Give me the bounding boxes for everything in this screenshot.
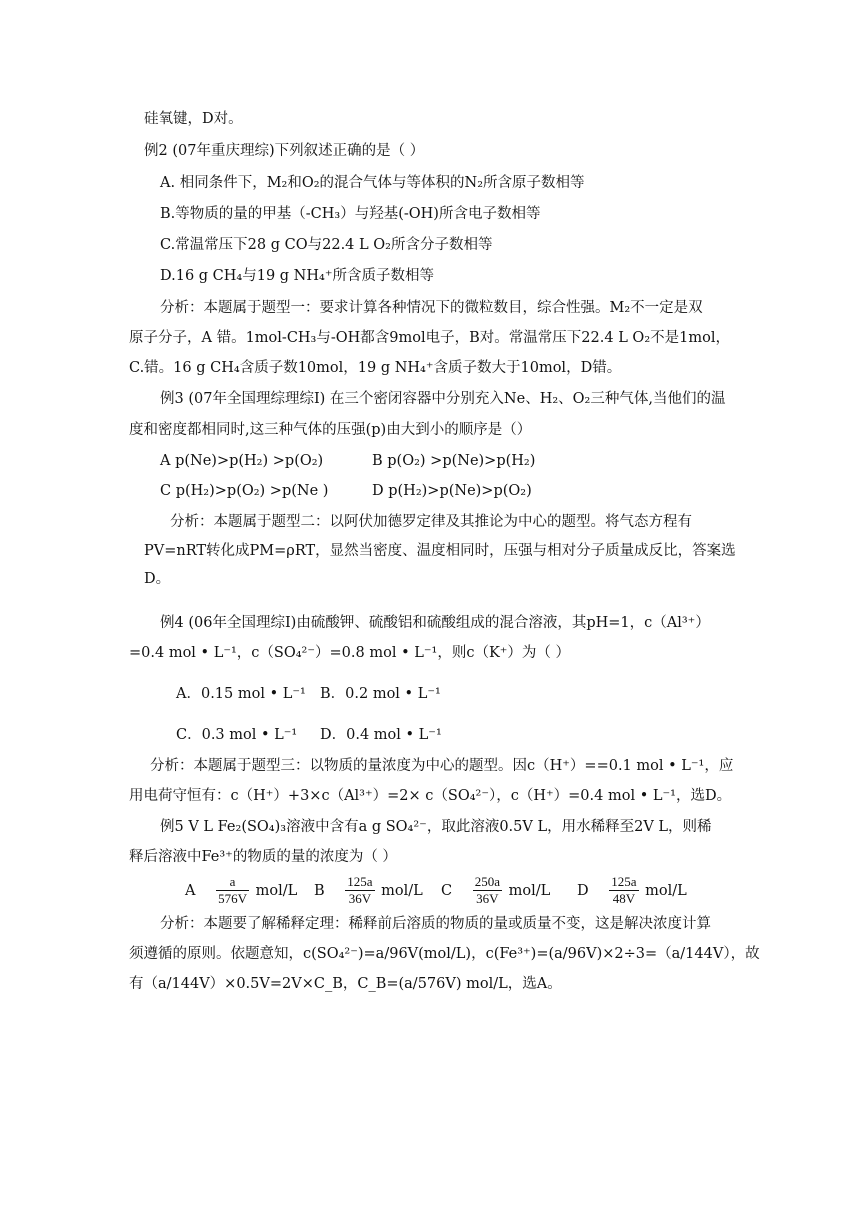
- option-b: B．0.2 mol • L⁻¹: [320, 686, 441, 702]
- option-c: C．0.3 mol • L⁻¹: [176, 727, 298, 743]
- text-line: =0.4 mol • L⁻¹，c（SO₄²⁻）=0.8 mol • L⁻¹，则c（K⁺）为（ ）: [129, 645, 571, 661]
- fraction-denominator: 48V: [612, 891, 636, 906]
- fraction-numerator: 250a: [474, 874, 500, 889]
- option-a: A．0.15 mol • L⁻¹: [176, 686, 306, 702]
- ex5-option-b: [314, 874, 423, 907]
- option-a: A p(Ne)>p(H₂) >p(O₂): [160, 453, 324, 469]
- example-4-title: 例4 (06年全国理综Ⅰ)由硫酸钾、硫酸铝和硫酸组成的混合溶液，其pH=1，c（Al³⁺）: [160, 615, 710, 631]
- fraction: [609, 874, 638, 907]
- unit: mol/L: [645, 882, 687, 899]
- option-label: C: [441, 882, 453, 899]
- fraction: [345, 874, 374, 907]
- option-c: C p(H₂)>p(O₂) >p(Ne ): [160, 483, 329, 499]
- option-label: A: [185, 882, 196, 899]
- text-line: 硅氧键，D对。: [144, 111, 243, 127]
- text-line: 释后溶液中Fe³⁺的物质的量的浓度为（ ）: [129, 849, 397, 865]
- analysis-text: 须遵循的原则。依题意知，c(SO₄²⁻)=a/96V(mol/L)，c(Fe³⁺)=(a/96V)×2÷3=（a/144V），故: [129, 946, 760, 962]
- analysis-text: PV=nRT转化成PM=ρRT，显然当密度、温度相同时，压强与相对分子质量成反比，答案选: [144, 543, 736, 559]
- option-d: D.16 g CH₄与19 g NH₄⁺所含质子数相等: [160, 268, 434, 284]
- fraction: [216, 874, 249, 907]
- option-b: B p(O₂) >p(Ne)>p(H₂): [372, 453, 536, 469]
- fraction-numerator: 125a: [611, 874, 637, 889]
- fraction-denominator: 36V: [476, 891, 499, 906]
- example-2-title: 例2 (07年重庆理综)下列叙述正确的是（ ）: [144, 143, 425, 159]
- analysis-text: D。: [144, 571, 171, 587]
- ex5-option-c: [441, 874, 550, 907]
- analysis-text: 用电荷守恒有：c（H⁺）+3×c（Al³⁺）=2× c（SO₄²⁻），c（H⁺）=0.4 mol • L⁻¹，选D。: [129, 788, 732, 804]
- analysis-text: 有（a/144V）×0.5V=2V×C_B，C_B=(a/576V) mol/L，选A。: [129, 976, 562, 992]
- option-label: B: [314, 882, 325, 899]
- analysis-text: 分析：本题属于题型三：以物质的量浓度为中心的题型。因c（H⁺）==0.1 mol • L⁻¹，应: [150, 758, 734, 774]
- text-line: 度和密度都相同时,这三种气体的压强(p)由大到小的顺序是（）: [129, 422, 532, 438]
- option-label: D: [577, 882, 589, 899]
- example-5-title: 例5 V L Fe₂(SO₄)₃溶液中含有a g SO₄²⁻，取此溶液0.5V L，用水稀释至2V L，则稀: [160, 819, 712, 835]
- analysis-text: 分析：本题属于题型一：要求计算各种情况下的微粒数目，综合性强。M₂不一定是双: [160, 300, 703, 316]
- fraction-numerator: a: [216, 874, 249, 891]
- fraction-numerator: 125a: [347, 874, 373, 889]
- fraction-denominator: 36V: [348, 891, 372, 906]
- ex5-option-a: [185, 874, 297, 907]
- analysis-text: 分析：本题属于题型二：以阿伏加德罗定律及其推论为中心的题型。将气态方程有: [170, 514, 692, 530]
- analysis-text: 分析：本题要了解稀释定理：稀释前后溶质的物质的量或质量不变，这是解决浓度计算: [160, 916, 711, 932]
- option-d: D．0.4 mol • L⁻¹: [320, 727, 442, 743]
- unit: mol/L: [381, 882, 423, 899]
- option-d: D p(H₂)>p(Ne)>p(O₂): [372, 483, 532, 499]
- example-3-title: 例3 (07年全国理综理综Ⅰ) 在三个密闭容器中分别充入Ne、H₂、O₂三种气体,当他们的温: [160, 391, 726, 407]
- fraction-denominator: 576V: [218, 891, 247, 906]
- ex5-option-d: [577, 874, 687, 907]
- option-a: A. 相同条件下，M₂和O₂的混合气体与等体积的N₂所含原子数相等: [160, 175, 585, 191]
- analysis-text: C.错。16 g CH₄含质子数10mol，19 g NH₄⁺含质子数大于10mol，D错。: [129, 360, 622, 376]
- option-b: B.等物质的量的甲基（-CH₃）与羟基(-OH)所含电子数相等: [160, 206, 541, 222]
- analysis-text: 原子分子，A 错。1mol-CH₃与-OH都含9mol电子，B对。常温常压下22.4 L O₂不是1mol，: [129, 330, 730, 346]
- unit: mol/L: [508, 882, 551, 899]
- option-c: C.常温常压下28 g CO与22.4 L O₂所含分子数相等: [160, 237, 493, 253]
- fraction: [473, 874, 502, 907]
- unit: mol/L: [255, 882, 298, 899]
